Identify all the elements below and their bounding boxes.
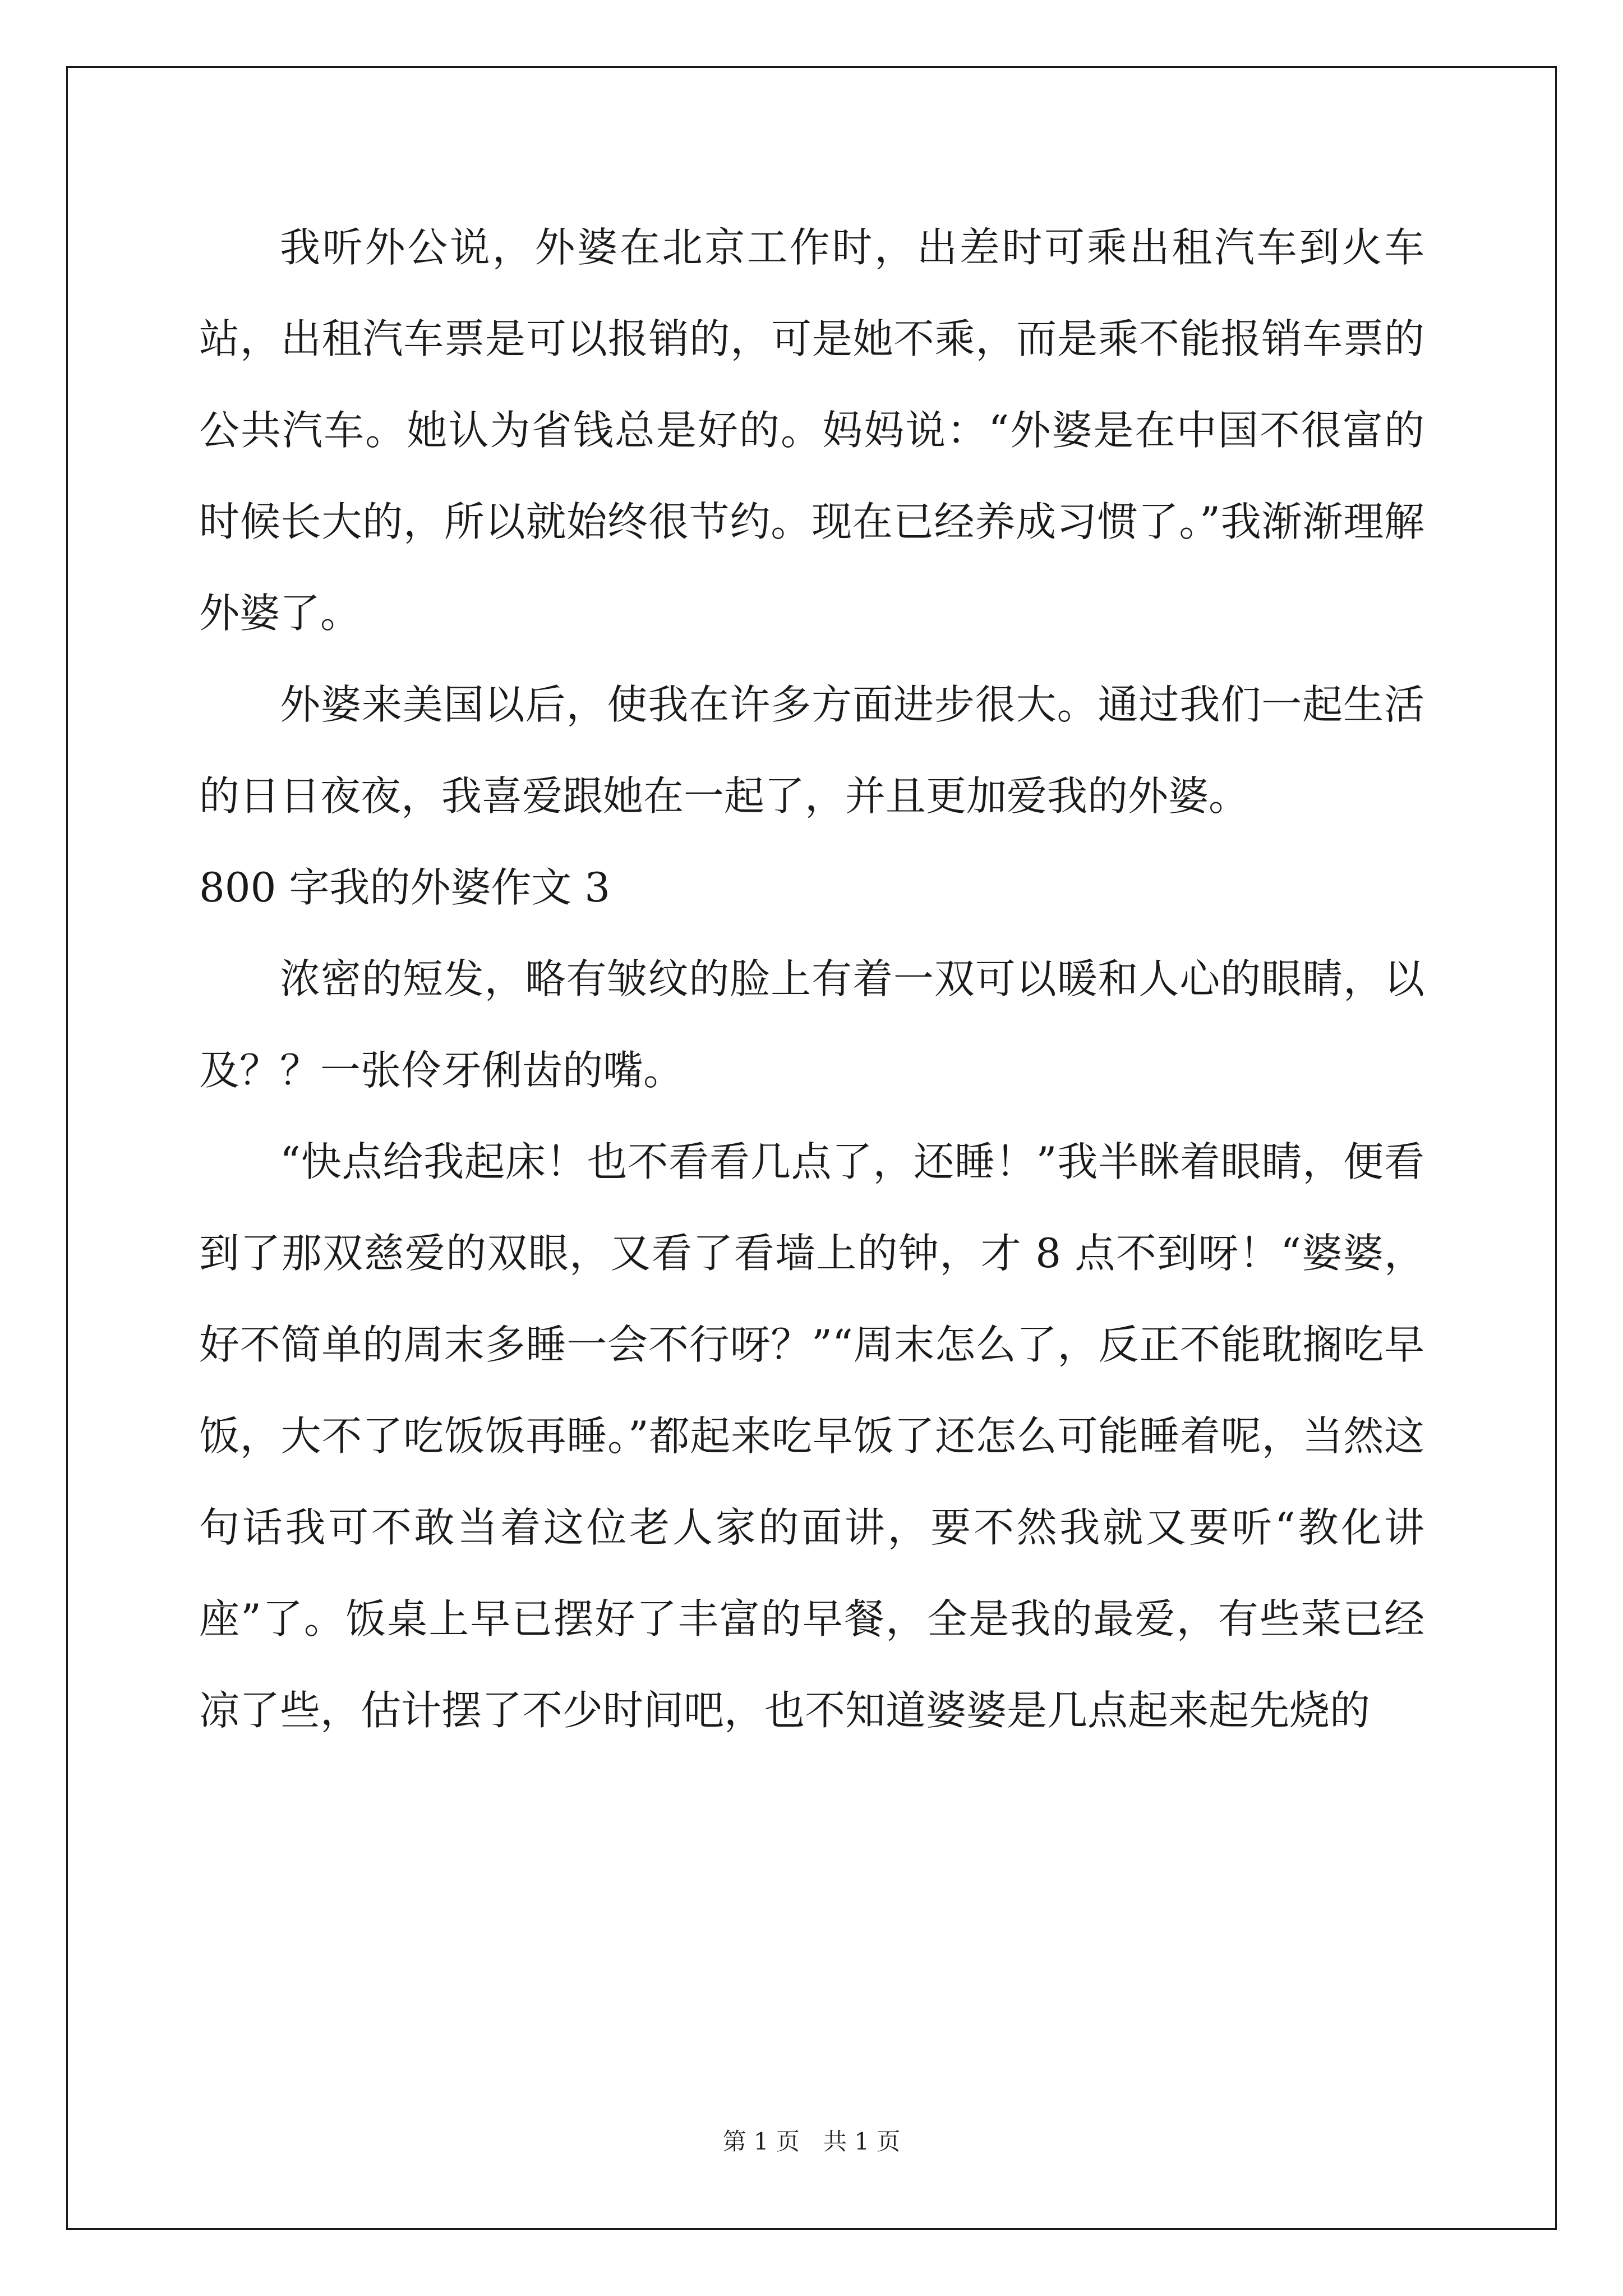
paragraph: “快点给我起床！也不看看几点了，还睡！”我半眯着眼睛，便看到了那双慈爱的双眼，又看了看墙上的钟，才 8 点不到呀！“婆婆，好不简单的周末多睡一会不行呀？”“周末怎么了，反正不能耽搁吃早饭，大不了吃饭饭再睡。”都起来吃早饭了还怎么可能睡着呢，当然这句话我可不敢当着这位老人家的面讲，要不然我就又要听“教化讲座”了。饭桌上早已摆好了丰富的早餐，全是我的最爱，有些菜已经凉了些，估计摆了不少时间吧，也不知道婆婆是几点起来起先烧的	[199, 1138, 1424, 1734]
paragraph: 外婆来美国以后，使我在许多方面进步很大。通过我们一起生活的日日夜夜，我喜爱跟她在一起了，并且更加爱我的外婆。	[199, 681, 1424, 820]
page-number-footer: 第 1 页 共 1 页	[722, 2128, 901, 2155]
paragraph: 浓密的短发，略有皱纹的脸上有着一双可以暖和人心的眼睛，以及？？一张伶牙俐齿的嘴。	[199, 955, 1424, 1094]
paragraph: 我听外公说，外婆在北京工作时，出差时可乘出租汽车到火车站，出租汽车票是可以报销的，可是她不乘，而是乘不能报销车票的公共汽车。她认为省钱总是好的。妈妈说：“外婆是在中国不很富的时候长大的，所以就始终很节约。现在已经养成习惯了。”我渐渐理解外婆了。	[199, 224, 1424, 637]
section-heading: 800 字我的外婆作文 3	[199, 864, 611, 911]
document-body	[199, 202, 1424, 1756]
